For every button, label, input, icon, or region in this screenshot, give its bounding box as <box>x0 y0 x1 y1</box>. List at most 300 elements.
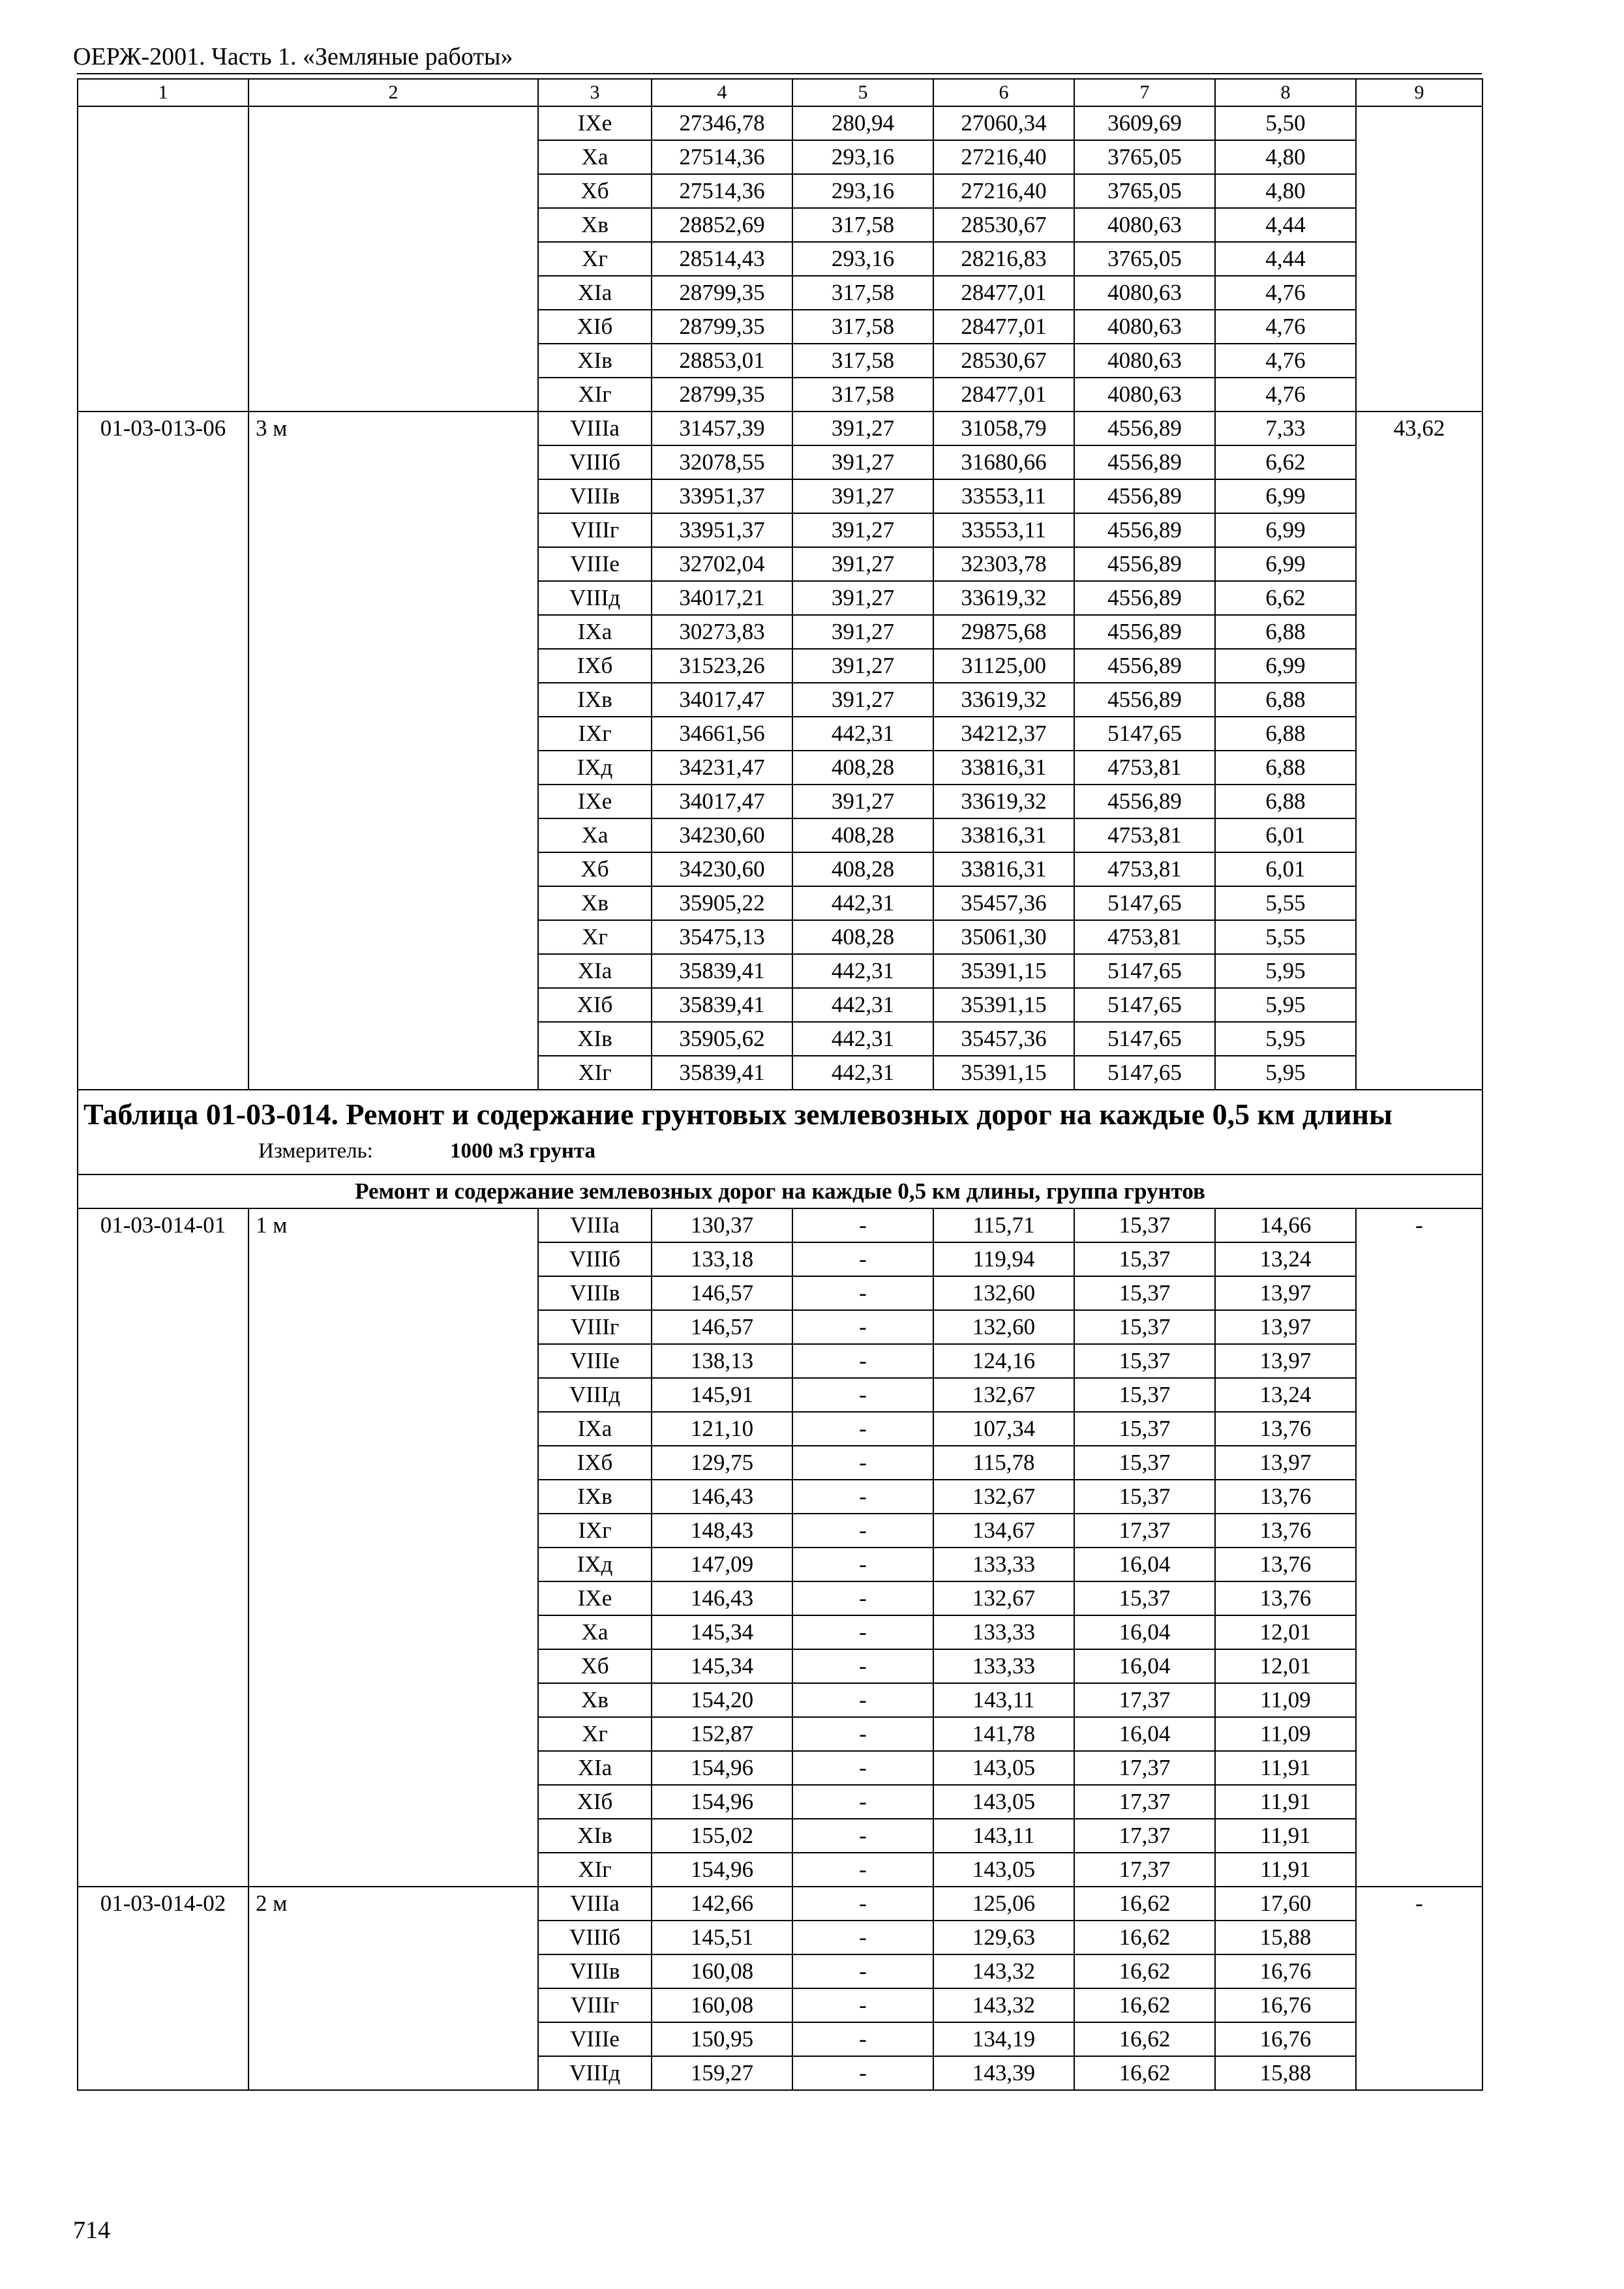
subheading-row <box>78 1174 1482 1208</box>
machine-operator-wage-cell: - <box>792 1514 933 1548</box>
machine-wage-cell: 4556,89 <box>1074 479 1215 513</box>
machine-operator-wage-cell: 391,27 <box>792 411 933 445</box>
machine-wage-cell: 15,37 <box>1074 1344 1215 1378</box>
soil-group-cell: Xв <box>538 1683 652 1717</box>
labor-cost-cell: 5,95 <box>1215 1022 1356 1056</box>
machine-operation-cost-cell: 119,94 <box>933 1242 1074 1276</box>
machine-wage-cell: 4080,63 <box>1074 378 1215 411</box>
machine-wage-cell: 4556,89 <box>1074 581 1215 615</box>
machine-operator-wage-cell: 391,27 <box>792 649 933 683</box>
rate-code-cell: 01-03-014-02 <box>78 1887 248 2090</box>
machine-operator-wage-cell: - <box>792 1310 933 1344</box>
machine-wage-cell: 5147,65 <box>1074 988 1215 1022</box>
machine-wage-cell: 15,37 <box>1074 1378 1215 1412</box>
soil-group-cell: Xв <box>538 886 652 920</box>
soil-group-cell: Xa <box>538 1615 652 1649</box>
total-cost-cell: 145,51 <box>652 1921 792 1954</box>
machine-operator-wage-cell: 317,58 <box>792 310 933 344</box>
soil-group-cell: XIг <box>538 1056 652 1090</box>
machine-operator-wage-cell: 408,28 <box>792 920 933 954</box>
column-header: 5 <box>792 79 933 106</box>
machine-operator-wage-cell: - <box>792 2022 933 2056</box>
machine-wage-cell: 4556,89 <box>1074 683 1215 717</box>
soil-group-cell: XIг <box>538 1853 652 1887</box>
machine-operator-wage-cell: 317,58 <box>792 378 933 411</box>
machine-operation-cost-cell: 132,67 <box>933 1480 1074 1514</box>
machine-operation-cost-cell: 31680,66 <box>933 445 1074 479</box>
machine-operation-cost-cell: 133,33 <box>933 1615 1074 1649</box>
subheading: Ремонт и содержание землевозных дорог на каждые 0,5 км длины, группа грунтов <box>78 1174 1482 1208</box>
machine-wage-cell: 17,37 <box>1074 1853 1215 1887</box>
machine-operator-wage-cell: - <box>792 1581 933 1615</box>
total-cost-cell: 28514,43 <box>652 242 792 276</box>
total-cost-cell: 160,08 <box>652 1988 792 2022</box>
labor-cost-cell: 15,88 <box>1215 1921 1356 1954</box>
machine-operator-wage-cell: 442,31 <box>792 1056 933 1090</box>
soil-group-cell: XIв <box>538 344 652 378</box>
unit-cell <box>248 106 538 411</box>
machine-operation-cost-cell: 143,32 <box>933 1954 1074 1988</box>
soil-group-cell: VIIIб <box>538 1242 652 1276</box>
machine-operator-wage-cell: - <box>792 1615 933 1649</box>
measure-line <box>83 1136 1482 1166</box>
machine-operation-cost-cell: 134,19 <box>933 2022 1074 2056</box>
total-cost-cell: 154,96 <box>652 1853 792 1887</box>
soil-group-cell: VIIIд <box>538 2056 652 2090</box>
column-header: 6 <box>933 79 1074 106</box>
soil-group-cell: VIIIa <box>538 411 652 445</box>
total-cost-cell: 146,43 <box>652 1581 792 1615</box>
total-cost-cell: 130,37 <box>652 1208 792 1242</box>
machine-operator-wage-cell: - <box>792 1344 933 1378</box>
soil-group-cell: Xa <box>538 140 652 174</box>
soil-group-cell: VIIIв <box>538 479 652 513</box>
soil-group-cell: XIa <box>538 1751 652 1785</box>
soil-group-cell: Xa <box>538 818 652 852</box>
machine-wage-cell: 4753,81 <box>1074 852 1215 886</box>
machine-operator-wage-cell: 442,31 <box>792 717 933 751</box>
soil-group-cell: IXa <box>538 615 652 649</box>
labor-cost-cell: 4,76 <box>1215 344 1356 378</box>
machine-operation-cost-cell: 32303,78 <box>933 547 1074 581</box>
labor-cost-cell: 6,99 <box>1215 513 1356 547</box>
total-cost-cell: 146,57 <box>652 1310 792 1344</box>
machine-operator-wage-cell: 317,58 <box>792 344 933 378</box>
machine-operation-cost-cell: 132,67 <box>933 1378 1074 1412</box>
machine-operation-cost-cell: 35391,15 <box>933 1056 1074 1090</box>
machine-operation-cost-cell: 31058,79 <box>933 411 1074 445</box>
labor-cost-cell: 5,55 <box>1215 886 1356 920</box>
machine-operation-cost-cell: 27060,34 <box>933 106 1074 140</box>
labor-cost-cell: 6,99 <box>1215 479 1356 513</box>
machine-operator-wage-cell: 317,58 <box>792 276 933 310</box>
total-cost-cell: 33951,37 <box>652 479 792 513</box>
machine-wage-cell: 3609,69 <box>1074 106 1215 140</box>
machine-operator-wage-cell: 391,27 <box>792 615 933 649</box>
machine-operator-wage-cell: 293,16 <box>792 242 933 276</box>
total-cost-cell: 138,13 <box>652 1344 792 1378</box>
soil-group-cell: IXд <box>538 1548 652 1581</box>
labor-cost-cell: 7,33 <box>1215 411 1356 445</box>
machine-wage-cell: 17,37 <box>1074 1514 1215 1548</box>
machine-operator-wage-cell: - <box>792 1785 933 1819</box>
column-header: 9 <box>1356 79 1482 106</box>
total-cost-cell: 146,57 <box>652 1276 792 1310</box>
total-cost-cell: 34017,21 <box>652 581 792 615</box>
machine-wage-cell: 4556,89 <box>1074 785 1215 818</box>
total-cost-cell: 27514,36 <box>652 140 792 174</box>
machine-operation-cost-cell: 27216,40 <box>933 140 1074 174</box>
labor-cost-cell: 13,24 <box>1215 1242 1356 1276</box>
labor-cost-cell: 13,76 <box>1215 1548 1356 1581</box>
machine-operation-cost-cell: 125,06 <box>933 1887 1074 1921</box>
rate-code-cell: 01-03-013-06 <box>78 411 248 1090</box>
measure-value: 1000 м3 грунта <box>450 1139 596 1163</box>
machine-operator-wage-cell: 391,27 <box>792 513 933 547</box>
machine-wage-cell: 16,62 <box>1074 2022 1215 2056</box>
total-cost-cell: 33951,37 <box>652 513 792 547</box>
soil-group-cell: IXд <box>538 751 652 785</box>
soil-group-cell: Xг <box>538 920 652 954</box>
soil-group-cell: VIIIд <box>538 581 652 615</box>
machine-operation-cost-cell: 143,05 <box>933 1751 1074 1785</box>
machine-wage-cell: 5147,65 <box>1074 1056 1215 1090</box>
labor-cost-cell: 5,95 <box>1215 1056 1356 1090</box>
labor-cost-cell: 6,01 <box>1215 852 1356 886</box>
machine-operation-cost-cell: 28530,67 <box>933 208 1074 242</box>
measure-label: Измеритель: <box>258 1139 373 1163</box>
machine-wage-cell: 4556,89 <box>1074 411 1215 445</box>
table-title-row <box>78 1090 1482 1174</box>
machine-operator-wage-cell: 391,27 <box>792 479 933 513</box>
machine-operator-wage-cell: 391,27 <box>792 445 933 479</box>
machine-operator-wage-cell: 442,31 <box>792 886 933 920</box>
table-body <box>78 79 1482 2090</box>
machine-operator-wage-cell: - <box>792 1276 933 1310</box>
materials-cost-cell: 43,62 <box>1356 411 1482 1090</box>
labor-cost-cell: 4,76 <box>1215 378 1356 411</box>
machine-operation-cost-cell: 132,67 <box>933 1581 1074 1615</box>
soil-group-cell: Xв <box>538 208 652 242</box>
total-cost-cell: 35839,41 <box>652 954 792 988</box>
soil-group-cell: VIIIв <box>538 1954 652 1988</box>
labor-cost-cell: 16,76 <box>1215 1988 1356 2022</box>
total-cost-cell: 155,02 <box>652 1819 792 1853</box>
labor-cost-cell: 6,01 <box>1215 818 1356 852</box>
total-cost-cell: 31523,26 <box>652 649 792 683</box>
machine-operator-wage-cell: 408,28 <box>792 818 933 852</box>
machine-operator-wage-cell: - <box>792 2056 933 2090</box>
machine-operator-wage-cell: 408,28 <box>792 751 933 785</box>
machine-operation-cost-cell: 124,16 <box>933 1344 1074 1378</box>
total-cost-cell: 28799,35 <box>652 378 792 411</box>
column-header: 4 <box>652 79 792 106</box>
machine-operation-cost-cell: 35061,30 <box>933 920 1074 954</box>
soil-group-cell: IXe <box>538 785 652 818</box>
rate-code-cell <box>78 106 248 411</box>
machine-operator-wage-cell: 317,58 <box>792 208 933 242</box>
total-cost-cell: 154,20 <box>652 1683 792 1717</box>
soil-group-cell: Xг <box>538 242 652 276</box>
machine-wage-cell: 15,37 <box>1074 1276 1215 1310</box>
machine-wage-cell: 17,37 <box>1074 1683 1215 1717</box>
machine-wage-cell: 4753,81 <box>1074 751 1215 785</box>
machine-wage-cell: 16,62 <box>1074 1887 1215 1921</box>
soil-group-cell: IXг <box>538 1514 652 1548</box>
machine-operation-cost-cell: 115,78 <box>933 1446 1074 1480</box>
machine-operator-wage-cell: 293,16 <box>792 174 933 208</box>
labor-cost-cell: 11,91 <box>1215 1751 1356 1785</box>
page-number: 714 <box>73 2217 110 2244</box>
labor-cost-cell: 16,76 <box>1215 2022 1356 2056</box>
total-cost-cell: 30273,83 <box>652 615 792 649</box>
total-cost-cell: 145,34 <box>652 1615 792 1649</box>
unit-cell: 2 м <box>248 1887 538 2090</box>
column-header: 3 <box>538 79 652 106</box>
machine-operation-cost-cell: 28477,01 <box>933 276 1074 310</box>
machine-wage-cell: 4556,89 <box>1074 445 1215 479</box>
table-row <box>78 106 1482 140</box>
machine-wage-cell: 3765,05 <box>1074 174 1215 208</box>
machine-operation-cost-cell: 33619,32 <box>933 683 1074 717</box>
machine-operator-wage-cell: 391,27 <box>792 547 933 581</box>
soil-group-cell: VIIIг <box>538 1310 652 1344</box>
labor-cost-cell: 6,88 <box>1215 751 1356 785</box>
machine-operation-cost-cell: 143,32 <box>933 1988 1074 2022</box>
machine-wage-cell: 4753,81 <box>1074 920 1215 954</box>
soil-group-cell: VIIIб <box>538 1921 652 1954</box>
labor-cost-cell: 13,97 <box>1215 1276 1356 1310</box>
total-cost-cell: 34017,47 <box>652 785 792 818</box>
labor-cost-cell: 15,88 <box>1215 2056 1356 2090</box>
soil-group-cell: XIв <box>538 1022 652 1056</box>
column-header-row <box>78 79 1482 106</box>
total-cost-cell: 35839,41 <box>652 988 792 1022</box>
total-cost-cell: 27346,78 <box>652 106 792 140</box>
total-cost-cell: 34230,60 <box>652 818 792 852</box>
total-cost-cell: 27514,36 <box>652 174 792 208</box>
machine-operation-cost-cell: 35391,15 <box>933 954 1074 988</box>
soil-group-cell: XIa <box>538 954 652 988</box>
total-cost-cell: 148,43 <box>652 1514 792 1548</box>
soil-group-cell: XIб <box>538 310 652 344</box>
total-cost-cell: 147,09 <box>652 1548 792 1581</box>
machine-operator-wage-cell: 280,94 <box>792 106 933 140</box>
total-cost-cell: 34661,56 <box>652 717 792 751</box>
total-cost-cell: 28852,69 <box>652 208 792 242</box>
machine-wage-cell: 3765,05 <box>1074 140 1215 174</box>
machine-operator-wage-cell: 442,31 <box>792 988 933 1022</box>
soil-group-cell: VIIIг <box>538 1988 652 2022</box>
machine-operation-cost-cell: 33553,11 <box>933 513 1074 547</box>
labor-cost-cell: 4,76 <box>1215 276 1356 310</box>
header-rule <box>77 73 1482 74</box>
labor-cost-cell: 11,91 <box>1215 1853 1356 1887</box>
machine-wage-cell: 16,04 <box>1074 1649 1215 1683</box>
labor-cost-cell: 13,97 <box>1215 1310 1356 1344</box>
machine-wage-cell: 4080,63 <box>1074 344 1215 378</box>
machine-operator-wage-cell: - <box>792 1717 933 1751</box>
machine-operator-wage-cell: - <box>792 1378 933 1412</box>
machine-wage-cell: 4080,63 <box>1074 208 1215 242</box>
machine-operator-wage-cell: 442,31 <box>792 1022 933 1056</box>
machine-operator-wage-cell: 391,27 <box>792 785 933 818</box>
machine-wage-cell: 15,37 <box>1074 1412 1215 1446</box>
machine-wage-cell: 16,62 <box>1074 1921 1215 1954</box>
machine-operation-cost-cell: 141,78 <box>933 1717 1074 1751</box>
machine-operation-cost-cell: 33816,31 <box>933 852 1074 886</box>
table-title: Таблица 01-03-014. Ремонт и содержание грунтовых землевозных дорог на каждые 0,5 км длины <box>83 1098 1392 1131</box>
soil-group-cell: IXг <box>538 717 652 751</box>
total-cost-cell: 34231,47 <box>652 751 792 785</box>
machine-wage-cell: 4080,63 <box>1074 310 1215 344</box>
machine-wage-cell: 16,04 <box>1074 1717 1215 1751</box>
labor-cost-cell: 11,09 <box>1215 1683 1356 1717</box>
machine-wage-cell: 15,37 <box>1074 1480 1215 1514</box>
machine-operator-wage-cell: 391,27 <box>792 581 933 615</box>
machine-operator-wage-cell: - <box>792 1548 933 1581</box>
machine-operation-cost-cell: 27216,40 <box>933 174 1074 208</box>
machine-operator-wage-cell: 293,16 <box>792 140 933 174</box>
machine-operator-wage-cell: - <box>792 1683 933 1717</box>
labor-cost-cell: 17,60 <box>1215 1887 1356 1921</box>
machine-operation-cost-cell: 143,05 <box>933 1785 1074 1819</box>
machine-operator-wage-cell: 408,28 <box>792 852 933 886</box>
labor-cost-cell: 6,62 <box>1215 581 1356 615</box>
machine-operator-wage-cell: - <box>792 1887 933 1921</box>
machine-wage-cell: 15,37 <box>1074 1310 1215 1344</box>
soil-group-cell: IXб <box>538 1446 652 1480</box>
labor-cost-cell: 13,76 <box>1215 1581 1356 1615</box>
total-cost-cell: 142,66 <box>652 1887 792 1921</box>
labor-cost-cell: 4,80 <box>1215 140 1356 174</box>
machine-operator-wage-cell: - <box>792 1988 933 2022</box>
total-cost-cell: 145,34 <box>652 1649 792 1683</box>
unit-cell: 3 м <box>248 411 538 1090</box>
machine-operator-wage-cell: - <box>792 1446 933 1480</box>
total-cost-cell: 34230,60 <box>652 852 792 886</box>
labor-cost-cell: 5,95 <box>1215 988 1356 1022</box>
labor-cost-cell: 13,76 <box>1215 1412 1356 1446</box>
machine-operation-cost-cell: 143,11 <box>933 1819 1074 1853</box>
soil-group-cell: Xб <box>538 1649 652 1683</box>
labor-cost-cell: 13,97 <box>1215 1446 1356 1480</box>
labor-cost-cell: 11,09 <box>1215 1717 1356 1751</box>
machine-operation-cost-cell: 143,05 <box>933 1853 1074 1887</box>
machine-operation-cost-cell: 33619,32 <box>933 785 1074 818</box>
machine-wage-cell: 5147,65 <box>1074 1022 1215 1056</box>
machine-operation-cost-cell: 29875,68 <box>933 615 1074 649</box>
machine-wage-cell: 15,37 <box>1074 1581 1215 1615</box>
machine-wage-cell: 17,37 <box>1074 1819 1215 1853</box>
total-cost-cell: 35905,22 <box>652 886 792 920</box>
soil-group-cell: IXa <box>538 1412 652 1446</box>
soil-group-cell: Xб <box>538 852 652 886</box>
soil-group-cell: XIa <box>538 276 652 310</box>
soil-group-cell: IXв <box>538 683 652 717</box>
total-cost-cell: 159,27 <box>652 2056 792 2090</box>
machine-wage-cell: 4080,63 <box>1074 276 1215 310</box>
machine-operator-wage-cell: - <box>792 1853 933 1887</box>
machine-operation-cost-cell: 115,71 <box>933 1208 1074 1242</box>
soil-group-cell: IXe <box>538 106 652 140</box>
soil-group-cell: Xг <box>538 1717 652 1751</box>
machine-operator-wage-cell: - <box>792 1480 933 1514</box>
machine-wage-cell: 16,62 <box>1074 1954 1215 1988</box>
total-cost-cell: 35475,13 <box>652 920 792 954</box>
labor-cost-cell: 6,88 <box>1215 683 1356 717</box>
machine-operation-cost-cell: 132,60 <box>933 1310 1074 1344</box>
materials-cost-cell: - <box>1356 1887 1482 2090</box>
machine-wage-cell: 15,37 <box>1074 1446 1215 1480</box>
total-cost-cell: 35905,62 <box>652 1022 792 1056</box>
total-cost-cell: 28799,35 <box>652 276 792 310</box>
machine-wage-cell: 15,37 <box>1074 1208 1215 1242</box>
total-cost-cell: 28799,35 <box>652 310 792 344</box>
total-cost-cell: 34017,47 <box>652 683 792 717</box>
machine-operation-cost-cell: 33553,11 <box>933 479 1074 513</box>
machine-wage-cell: 16,04 <box>1074 1615 1215 1649</box>
machine-operation-cost-cell: 35391,15 <box>933 988 1074 1022</box>
labor-cost-cell: 12,01 <box>1215 1649 1356 1683</box>
labor-cost-cell: 5,55 <box>1215 920 1356 954</box>
machine-operation-cost-cell: 28477,01 <box>933 378 1074 411</box>
labor-cost-cell: 6,88 <box>1215 615 1356 649</box>
machine-operator-wage-cell: - <box>792 1412 933 1446</box>
machine-operation-cost-cell: 143,11 <box>933 1683 1074 1717</box>
total-cost-cell: 32078,55 <box>652 445 792 479</box>
machine-wage-cell: 17,37 <box>1074 1785 1215 1819</box>
machine-wage-cell: 17,37 <box>1074 1751 1215 1785</box>
column-header: 2 <box>248 79 538 106</box>
soil-group-cell: VIIIa <box>538 1887 652 1921</box>
machine-operation-cost-cell: 35457,36 <box>933 886 1074 920</box>
rates-table <box>77 78 1483 2091</box>
soil-group-cell: IXб <box>538 649 652 683</box>
machine-operation-cost-cell: 129,63 <box>933 1921 1074 1954</box>
labor-cost-cell: 14,66 <box>1215 1208 1356 1242</box>
soil-group-cell: XIг <box>538 378 652 411</box>
soil-group-cell: VIIIд <box>538 1378 652 1412</box>
total-cost-cell: 152,87 <box>652 1717 792 1751</box>
total-cost-cell: 35839,41 <box>652 1056 792 1090</box>
labor-cost-cell: 4,44 <box>1215 242 1356 276</box>
machine-operation-cost-cell: 28477,01 <box>933 310 1074 344</box>
column-header: 7 <box>1074 79 1215 106</box>
soil-group-cell: Xб <box>538 174 652 208</box>
machine-wage-cell: 16,62 <box>1074 1988 1215 2022</box>
total-cost-cell: 160,08 <box>652 1954 792 1988</box>
total-cost-cell: 145,91 <box>652 1378 792 1412</box>
machine-operation-cost-cell: 143,39 <box>933 2056 1074 2090</box>
soil-group-cell: VIIIe <box>538 2022 652 2056</box>
machine-operation-cost-cell: 134,67 <box>933 1514 1074 1548</box>
labor-cost-cell: 12,01 <box>1215 1615 1356 1649</box>
machine-operator-wage-cell: 391,27 <box>792 683 933 717</box>
total-cost-cell: 133,18 <box>652 1242 792 1276</box>
page-header: ОЕРЖ-2001. Часть 1. «Земляные работы» <box>73 43 513 70</box>
machine-wage-cell: 15,37 <box>1074 1242 1215 1276</box>
machine-wage-cell: 4556,89 <box>1074 513 1215 547</box>
machine-operator-wage-cell: - <box>792 1208 933 1242</box>
soil-group-cell: XIб <box>538 1785 652 1819</box>
labor-cost-cell: 6,62 <box>1215 445 1356 479</box>
machine-wage-cell: 5147,65 <box>1074 717 1215 751</box>
machine-wage-cell: 5147,65 <box>1074 954 1215 988</box>
machine-operator-wage-cell: - <box>792 1751 933 1785</box>
machine-wage-cell: 4556,89 <box>1074 649 1215 683</box>
soil-group-cell: XIб <box>538 988 652 1022</box>
